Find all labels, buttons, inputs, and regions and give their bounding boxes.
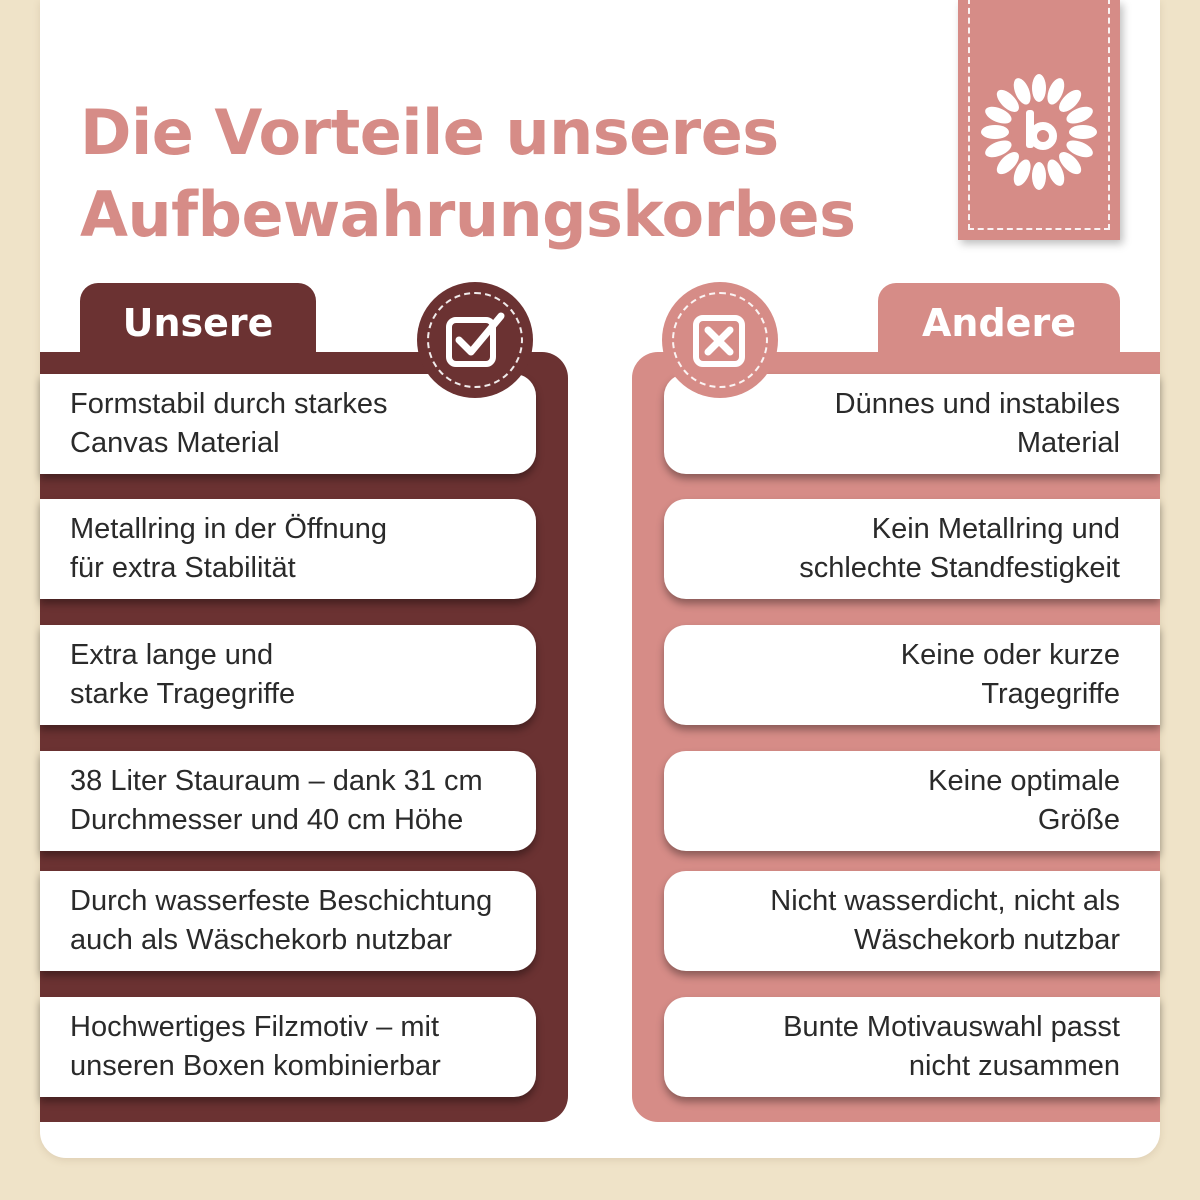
- others-item-5: [664, 871, 1160, 971]
- title-line-1: Die Vorteile unseres: [80, 96, 779, 169]
- others-item-3-line1: Keine oder kurze: [900, 639, 1120, 671]
- ours-item-3: [40, 625, 536, 725]
- ours-item-2-line1: Metallring in der Öffnung: [70, 513, 388, 545]
- ours-item-1-line2: Canvas Material: [70, 427, 280, 459]
- others-item-1-line1: Dünnes und instabiles: [834, 388, 1120, 420]
- ours-item-5-line2: auch als Wäschekorb nutzbar: [70, 924, 453, 956]
- others-item-4-line1: Keine optimale: [928, 765, 1120, 797]
- others-badge: [662, 282, 778, 398]
- flower-b-logo-icon: [981, 74, 1097, 190]
- others-item-2: [664, 499, 1160, 599]
- others-item-4: [664, 751, 1160, 851]
- others-item-6-line1: Bunte Motivauswahl passt: [783, 1011, 1120, 1043]
- ours-item-6: [40, 997, 536, 1097]
- tab-ours: Unsere: [80, 283, 316, 363]
- title-line-2: Aufbewahrungskorbes: [80, 178, 856, 251]
- others-item-5-line2: Wäschekorb nutzbar: [854, 924, 1120, 956]
- ours-item-6-line2: unseren Boxen kombinierbar: [70, 1050, 441, 1082]
- others-item-6: [664, 997, 1160, 1097]
- ours-item-4-line1: 38 Liter Stauraum – dank 31 cm: [70, 765, 483, 797]
- brand-bookmark: [958, 0, 1120, 240]
- others-item-1-line2: Material: [1016, 427, 1120, 459]
- others-item-2-line2: schlechte Standfestigkeit: [799, 552, 1120, 584]
- others-item-2-line1: Kein Metallring und: [871, 513, 1120, 545]
- others-item-3-line2: Tragegriffe: [981, 678, 1120, 710]
- ours-item-2: [40, 499, 536, 599]
- ours-item-3-line2: starke Tragegriffe: [70, 678, 296, 710]
- ours-item-5-line1: Durch wasserfeste Beschichtung: [70, 885, 493, 917]
- others-item-5-line1: Nicht wasserdicht, nicht als: [770, 885, 1120, 917]
- ours-badge: [417, 282, 533, 398]
- page-title: [80, 92, 856, 256]
- others-item-6-line2: nicht zusammen: [908, 1050, 1120, 1082]
- ours-item-4-line2: Durchmesser und 40 cm Höhe: [70, 804, 464, 836]
- ours-item-5: [40, 871, 536, 971]
- crossed-box-icon: [688, 308, 752, 372]
- ours-item-2-line2: für extra Stabilität: [70, 552, 296, 584]
- ours-item-1-line1: Formstabil durch starkes: [70, 388, 388, 420]
- others-item-4-line2: Größe: [1037, 804, 1120, 836]
- checked-box-icon: [443, 308, 507, 372]
- tab-others: Andere: [878, 283, 1120, 363]
- ours-item-4: [40, 751, 536, 851]
- ours-item-3-line1: Extra lange und: [70, 639, 274, 671]
- ours-item-6-line1: Hochwertiges Filzmotiv – mit: [70, 1011, 440, 1043]
- others-item-3: [664, 625, 1160, 725]
